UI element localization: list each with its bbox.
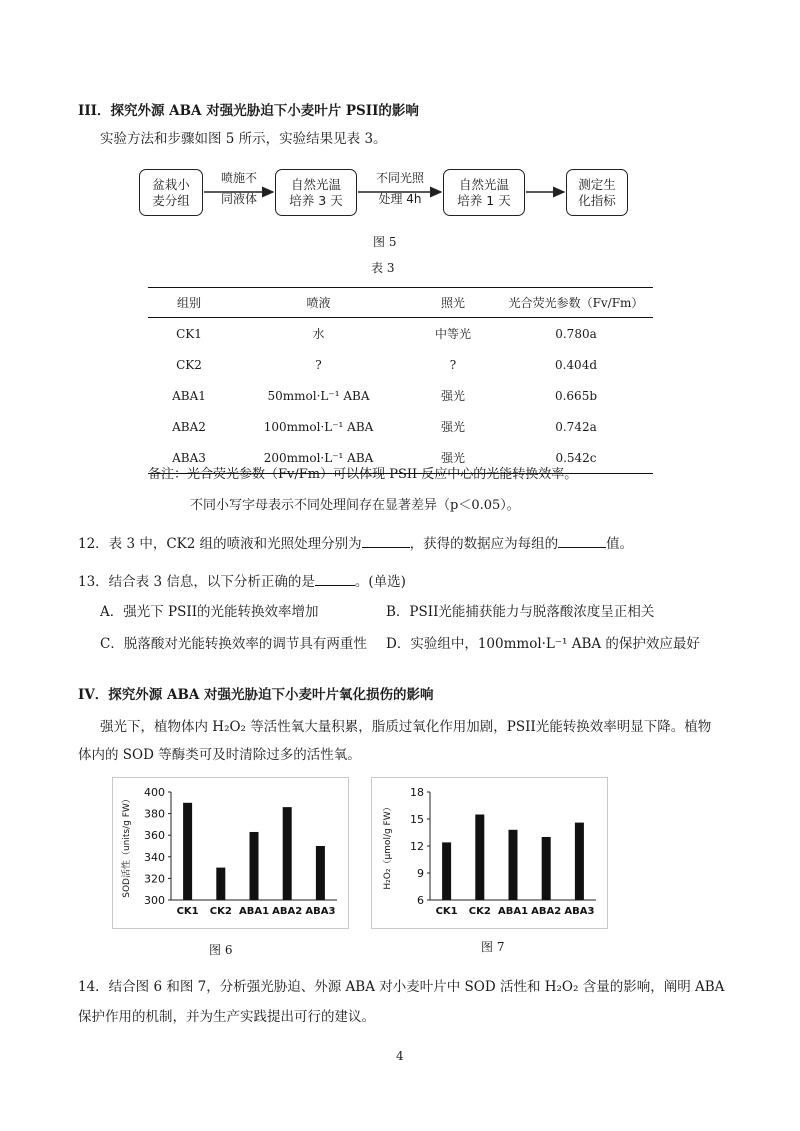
flow-arrow-1-label-line1: 喷施不 [220, 171, 257, 185]
option-d: D．实验组中，100mmol·L⁻¹ ABA 的保护效应最好 [386, 636, 700, 652]
fig6-bar-aba1 [250, 832, 259, 900]
table-cell: ? [449, 357, 457, 372]
table-cell: ABA1 [172, 388, 206, 403]
option-b: B．PSII光能捕获能力与脱落酸浓度呈正相关 [386, 604, 655, 620]
question-12 [78, 532, 633, 552]
flow-step-3-line2: 培养 1 天 [457, 192, 511, 208]
flow-arrow-2-label [358, 171, 442, 207]
flow-arrow-2-label-line2: 处理 4h [378, 192, 422, 206]
table-cell: 200mmol·L⁻¹ ABA [230, 442, 407, 474]
figure-6-frame [112, 777, 349, 929]
table-cell: CK2 [176, 357, 202, 372]
flow-step-4-line1: 测定生 [578, 176, 616, 192]
table-cell: 中等光 [434, 327, 471, 341]
fig7-x-tick-label: CK2 [468, 906, 491, 917]
figure-7-chart [372, 778, 607, 928]
flow-arrow-1-label-line2: 同液体 [220, 192, 257, 206]
answer-blank-2[interactable] [558, 535, 606, 548]
fig6-y-tick-label: 340 [144, 850, 165, 864]
fig6-x-tick-label: ABA3 [305, 906, 336, 917]
table-cell: 0.742a [555, 419, 597, 434]
fig6-x-tick-label: ABA2 [272, 906, 303, 917]
table-cell: ? [315, 357, 322, 372]
fig7-y-tick-label: 12 [410, 840, 424, 853]
flow-step-2-line1: 自然光温 [290, 176, 341, 192]
table-cell: 水 [312, 327, 325, 341]
table-note-2: 不同小写字母表示不同处理间存在显著差异（p＜0.05）。 [190, 498, 520, 513]
table-header-light: 照光 [407, 288, 499, 318]
flow-step-4-line2: 化指标 [578, 192, 616, 208]
fig6-y-tick-label: 300 [144, 894, 165, 907]
table-row [148, 349, 653, 380]
table-cell: CK1 [176, 326, 202, 341]
question-13-stem-end: 。(单选) [354, 574, 406, 590]
table-cell: 0.665b [554, 388, 598, 403]
fig6-y-tick-label: 320 [144, 872, 165, 886]
figure-6-chart [113, 778, 348, 928]
fig6-y-label: SOD活性（units/g FW） [122, 794, 132, 898]
fig7-bar-aba1 [509, 830, 518, 900]
figure-5-caption: 图 5 [373, 235, 397, 249]
question-14-line2: 保护作用的机制，并为生产实践提出可行的建议。 [78, 1009, 375, 1025]
fig6-bar-ck1 [183, 803, 192, 900]
table-cell: 0.780a [555, 326, 597, 341]
figure-7-frame [371, 777, 608, 929]
question-12-part-a: 12．表 3 中，CK2 组的喷液和光照处理分别为 [78, 536, 362, 552]
table-note-1: 备注：光合荧光参数（Fv/Fm）可以体现 PSII 反应中心的光能转换效率。 [148, 467, 578, 482]
fig7-bar-aba3 [575, 823, 584, 900]
flow-step-1-line1: 盆栽小 [152, 176, 190, 192]
table-cell: ABA3 [148, 442, 230, 474]
flow-arrow-1-label [204, 171, 274, 207]
flow-step-2-line2: 培养 3 天 [289, 192, 343, 208]
table-cell: 强光 [440, 389, 465, 403]
section-4-paragraph-line1: 强光下，植物体内 H₂O₂ 等活性氧大量积累，脂质过氧化作用加剧，PSII光能转换效率明显下降。植物 [100, 719, 712, 735]
table-header-spray: 喷液 [230, 288, 407, 318]
table-header-row [148, 288, 653, 318]
table-row [148, 318, 653, 350]
fig7-bar-aba2 [542, 837, 551, 900]
fig7-y-label: H₂O₂（μmol/g FW） [383, 802, 393, 890]
table-3-title: 表 3 [371, 261, 395, 275]
fig7-bar-ck2 [475, 815, 484, 901]
table-3 [148, 287, 653, 474]
option-a: A．强光下 PSII的光能转换效率增加 [100, 604, 319, 620]
table-row [148, 380, 653, 411]
flow-step-3-line1: 自然光温 [458, 176, 509, 192]
fig6-y-tick-label: 360 [144, 829, 165, 843]
question-14-line1: 14．结合图 6 和图 7，分析强光胁迫、外源 ABA 对小麦叶片中 SOD 活性和 H₂O₂ 含量的影响，阐明 ABA [78, 979, 725, 995]
fig7-bar-ck1 [442, 842, 451, 900]
question-13-stem: 13．结合表 3 信息，以下分析正确的是 [78, 574, 315, 590]
fig6-y-tick-label: 380 [144, 807, 165, 821]
flow-step-1-line2: 麦分组 [152, 192, 190, 208]
fig6-x-tick-label: CK2 [209, 906, 232, 917]
answer-blank-3[interactable] [315, 573, 355, 586]
flow-arrow-2-label-line1: 不同光照 [375, 171, 424, 185]
table-header-group: 组别 [148, 288, 230, 318]
figure-6-caption: 图 6 [209, 943, 233, 957]
fig7-y-tick-label: 9 [417, 867, 424, 880]
question-12-part-b: ，获得的数据应为每组的 [409, 536, 559, 552]
section-4-heading: IV．探究外源 ABA 对强光胁迫下小麦叶片氧化损伤的影响 [78, 687, 434, 703]
fig7-y-tick-label: 15 [410, 813, 424, 826]
fig6-y-tick-label: 400 [144, 786, 165, 799]
table-row [148, 411, 653, 442]
fig7-x-tick-label: ABA2 [531, 906, 562, 917]
section-3-intro: 实验方法和步骤如图 5 所示，实验结果见表 3。 [100, 131, 387, 147]
table-cell: 强光 [407, 442, 499, 474]
fig6-bar-aba3 [316, 846, 325, 900]
page-number: 4 [396, 1049, 404, 1063]
section-3-heading: III．探究外源 ABA 对强光胁迫下小麦叶片 PSII的影响 [78, 103, 419, 119]
fig7-x-tick-label: ABA3 [564, 906, 595, 917]
figure-7-caption: 图 7 [481, 940, 505, 954]
question-13 [78, 570, 406, 590]
table-cell: 50mmol·L⁻¹ ABA [267, 388, 370, 403]
question-12-part-c: 值。 [606, 536, 634, 552]
table-cell: 100mmol·L⁻¹ ABA [263, 419, 374, 434]
table-header-fvfm: 光合荧光参数（Fv/Fm） [499, 288, 653, 318]
table-cell: 0.404d [554, 357, 598, 372]
fig7-y-tick-label: 6 [417, 894, 424, 907]
fig7-x-tick-label: CK1 [435, 906, 458, 917]
section-4-paragraph-line2: 体内的 SOD 等酶类可及时清除过多的活性氧。 [78, 747, 361, 763]
fig7-y-tick-label: 18 [410, 786, 424, 799]
table-cell: ABA2 [172, 419, 206, 434]
option-c: C．脱落酸对光能转换效率的调节具有两重性 [100, 636, 367, 652]
answer-blank-1[interactable] [362, 535, 410, 548]
table-cell: 强光 [440, 420, 465, 434]
fig6-x-tick-label: ABA1 [238, 906, 270, 917]
fig6-bar-ck2 [216, 868, 225, 900]
table-cell: 0.542c [499, 442, 653, 474]
fig6-bar-aba2 [283, 807, 292, 900]
fig6-x-tick-label: CK1 [176, 906, 199, 917]
fig7-x-tick-label: ABA1 [497, 906, 529, 917]
